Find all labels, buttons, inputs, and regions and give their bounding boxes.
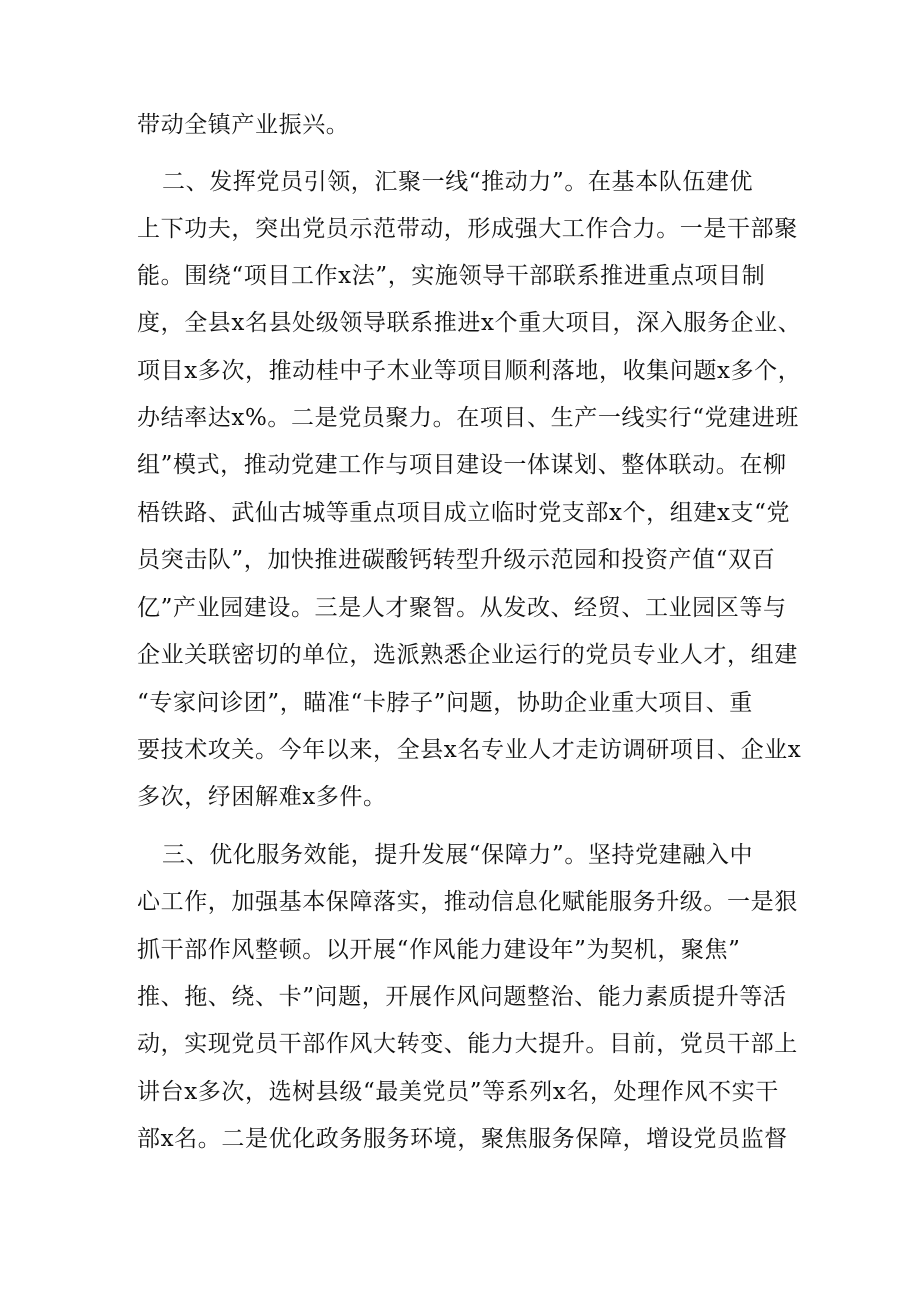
text-line-9: 梧铁路、武仙古城等重点项目成立临时党支部x个，组建x支“党 [137,500,791,526]
text-line-7: 办结率达x%。二是党员聚力。在项目、生产一线实行“党建进班 [137,405,799,431]
text-line-19: 推、拖、绕、卡”问题，开展作风问题整治、能力素质提升等活 [137,984,787,1010]
text-line-1: 带动全镇产业振兴。 [137,112,350,138]
text-line-16: 三、优化服务效能，提升发展“保障力”。坚持党建融入中 [162,842,754,868]
text-line-20: 动，实现党员干部作风大转变、能力大提升。目前，党员干部上 [137,1031,798,1057]
text-line-18: 抓干部作风整顿。以开展“作风能力建设年”为契机，聚焦” [137,937,741,963]
text-line-17: 心工作，加强基本保障落实，推动信息化赋能服务升级。一是狠 [137,889,798,915]
text-line-5: 度，全县x名县处级领导联系推进x个重大项目，深入服务企业、 [137,310,802,336]
text-line-15: 多次，纾困解难x多件。 [137,784,387,810]
text-line-2: 二、发挥党员引领，汇聚一线“推动力”。在基本队伍建优 [162,169,754,195]
text-line-11: 亿”产业园建设。三是人才聚智。从发改、经贸、工业园区等与 [137,595,787,621]
text-line-8: 组”模式，推动党建工作与项目建设一体谋划、整体联动。在柳 [137,452,787,478]
text-line-12: 企业关联密切的单位，选派熟悉企业运行的党员专业人才，组建 [137,642,798,668]
text-line-13: “专家问诊团”，瞄准“卡脖子”问题，协助企业重大项目、重 [137,690,753,716]
text-line-4: 能。围绕“项目工作x法”，实施领导干部联系推进重点项目制 [137,263,766,289]
text-line-14: 要技术攻关。今年以来，全县x名专业人才走访调研项目、企业x [137,737,802,763]
text-line-6: 项目x多次，推动桂中子木业等项目顺利落地，收集问题x多个， [137,358,802,384]
text-line-10: 员突击队”，加快推进碳酸钙转型升级示范园和投资产值“双百 [137,547,776,573]
text-line-22: 部x名。二是优化政务服务环境，聚焦服务保障，增设党员监督 [137,1126,788,1152]
text-line-21: 讲台x多次，选树县级“最美党员”等系列x名，处理作风不实干 [137,1079,779,1105]
text-line-3: 上下功夫，突出党员示范带动，形成强大工作合力。一是干部聚 [137,216,798,242]
